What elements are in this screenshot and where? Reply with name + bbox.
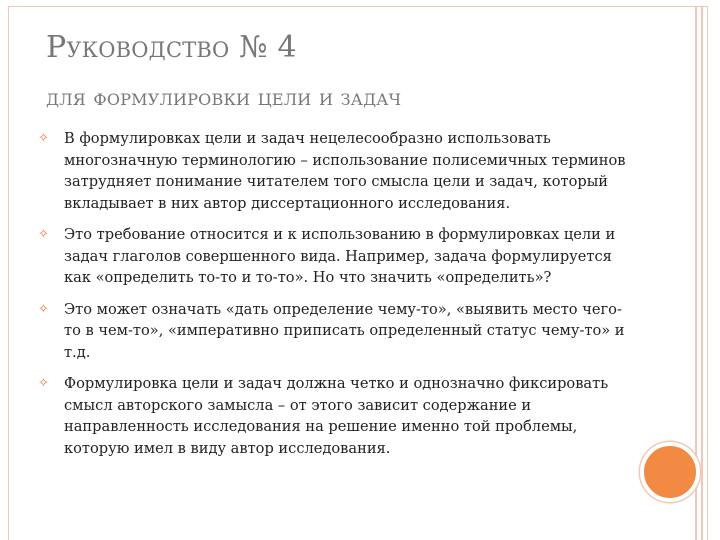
- bullet-text: В формулировках цели и задач нецелесообразно использовать многозначную терминологию – использование полисемичных терминов затрудняет понимание читателем того смысла цели и задач, который вкладывает в них автор диссертационного исследования.: [64, 130, 626, 212]
- title-line-2: для формулировки цели и задач: [46, 85, 402, 111]
- bullet-item: [38, 224, 628, 289]
- bullet-text: Это может означать «дать определение чему-то», «выявить место чего-то в чем-то», «императивно приписать определенный статус чему-то» и т.д.: [64, 300, 625, 361]
- bullet-text: Формулировка цели и задач должна четко и однозначно фиксировать смысл авторского замысла – от этого зависит содержание и направленность исследования на решение именно той проблемы, которую имел в виду автор исследования.: [64, 375, 609, 457]
- bullet-item: [38, 128, 628, 214]
- bullet-item: [38, 299, 628, 364]
- bullet-text: Это требование относится и к использованию в формулировках цели и задач глаголов совершенного вида. Например, задача формулируется как «определить то-то и то-то». Но что значить «определить»?: [64, 226, 616, 286]
- bullet-item: [38, 373, 628, 459]
- title-line-1: Руководство № 4: [46, 30, 297, 65]
- bullet-list: [38, 128, 628, 469]
- bullet-icon: ✧: [38, 131, 49, 146]
- bullet-icon: ✧: [38, 376, 49, 391]
- slide-title: [46, 28, 401, 114]
- bullet-icon: ✧: [38, 301, 49, 317]
- bullet-icon: ✧: [38, 227, 49, 242]
- decorative-line: [701, 7, 703, 540]
- decorative-orange-circle: [640, 442, 700, 502]
